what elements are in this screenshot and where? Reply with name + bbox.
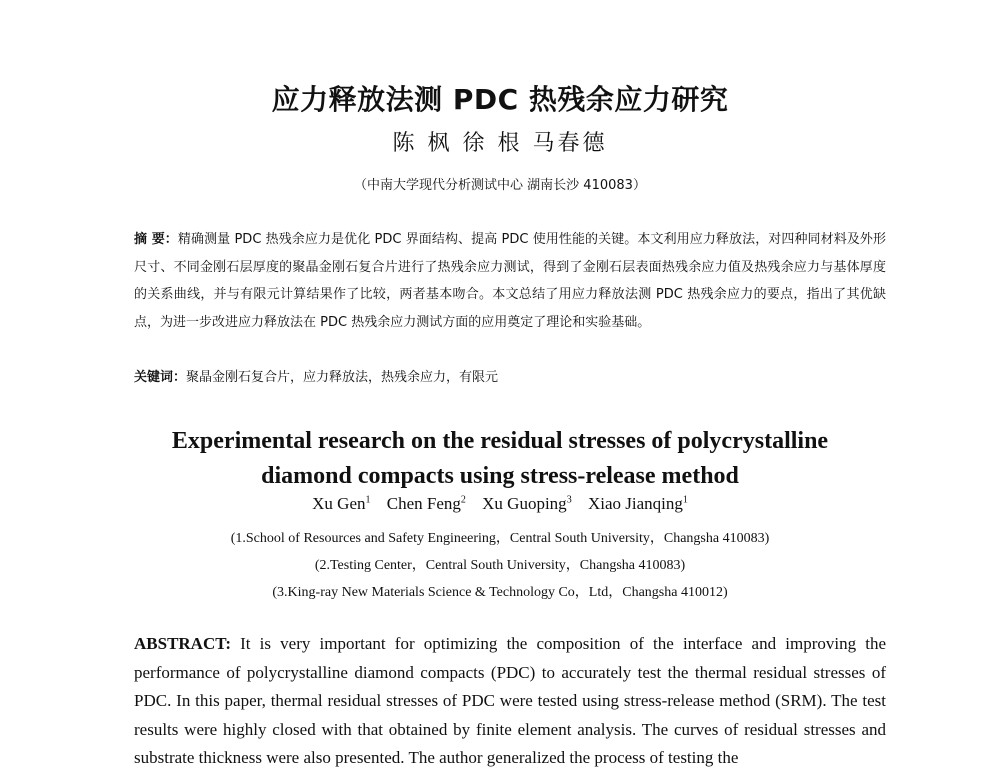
english-affiliation-3: (3.King-ray New Materials Science & Technology Co，Ltd，Changsha 410012) — [272, 585, 728, 600]
author-4 — [588, 494, 688, 513]
english-affiliation-2: (2.Testing Center，Central South University，Changsha 410083) — [314, 558, 686, 573]
english-affiliation-1: (1.School of Resources and Safety Engineering，Central South University，Changsha 410083) — [230, 531, 770, 546]
author-name: Chen Feng — [386, 494, 461, 513]
chinese-keywords-text: 聚晶金刚石复合片，应力释放法，热残余应力，有限元 — [186, 370, 499, 385]
author-name: Xiao Jianqing — [587, 494, 683, 513]
chinese-keywords — [134, 364, 886, 391]
author-affil-mark: 1 — [682, 494, 688, 506]
author-1 — [312, 494, 370, 513]
author-affil-mark: 1 — [365, 494, 371, 506]
chinese-abstract-label: 摘 要： — [134, 232, 178, 247]
chinese-abstract — [134, 226, 886, 336]
author-3 — [482, 494, 572, 513]
chinese-abstract-text: 精确测量 PDC 热残余应力是优化 PDC 界面结构、提高 PDC 使用性能的关键。本文利用应力释放法，对四种同材料及外形尺寸、不同金刚石层厚度的聚晶金刚石复合片进行了热残余应力测试，得到了金刚石层表面热残余应力值及热残余应力与基体厚度的关系曲线，并与有限元计算结果作了比较，两者基本吻合。本文总结了用应力释放法测 PDC 热残余应力的要点，指出了其优缺点，为进一步改进应力释放法在 PDC 热残余应力测试方面的应用奠定了理论和实验基础。 — [134, 232, 887, 330]
author-name: Xu Guoping — [482, 494, 567, 513]
english-abstract-text: It is very important for optimizing the composition of the interface and improving the performance of polycrystalline diamond compacts (PDC) to accurately test the thermal residual stresses of PDC. In this paper, thermal residual stresses of PDC were tested using stress-release method (SRM). The test results were highly closed with that obtained by finite element analysis. The curves of residual stresses and substrate thickness were also presented. The author generalized the process of testing the — [134, 634, 887, 767]
english-authors — [0, 494, 1000, 514]
english-abstract — [134, 630, 886, 773]
chinese-affiliation: （中南大学现代分析测试中心 湖南长沙 410083） — [354, 178, 646, 193]
author-affil-mark: 2 — [460, 494, 466, 506]
chinese-authors: 陈 枫 徐 根 马春德 — [392, 131, 608, 156]
author-affil-mark: 3 — [566, 494, 572, 506]
author-name: Xu Gen — [312, 494, 366, 513]
chinese-keywords-label: 关键词： — [134, 370, 187, 385]
author-2 — [387, 494, 466, 513]
english-abstract-label: ABSTRACT: — [134, 634, 231, 653]
english-title-line-1: Experimental research on the residual stresses of polycrystalline — [171, 428, 829, 454]
english-title-line-2: diamond compacts using stress-release method — [261, 463, 739, 489]
english-title — [0, 424, 1000, 494]
chinese-title: 应力释放法测 PDC 热残余应力研究 — [271, 83, 729, 116]
